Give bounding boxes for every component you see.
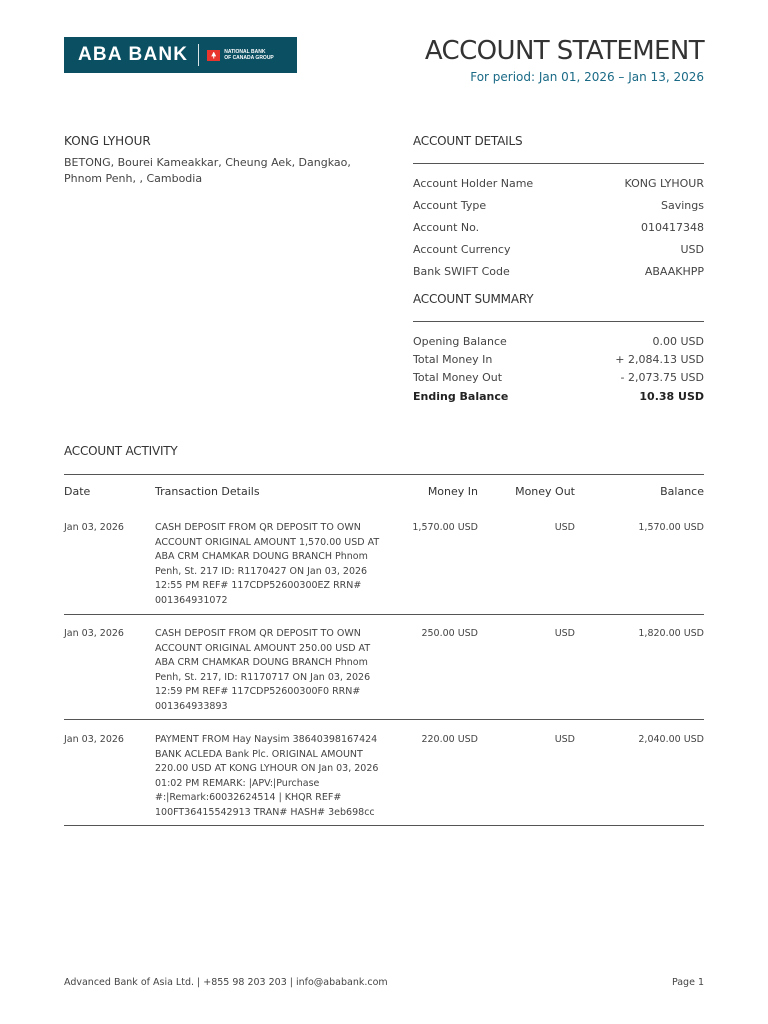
summary-row-ending	[413, 390, 704, 404]
tx-details: CASH DEPOSIT FROM QR DEPOSIT TO OWN ACCOUNT ORIGINAL AMOUNT 250.00 USD AT ABA CRM CHAMKAR DOUNG BRANCH Phnom Penh, St. 217, ID: R1170717 ON Jan 03, 2026 12:59 PM REF# 117CDP52600300F0 RRN# 001364933893	[155, 628, 371, 712]
maple-leaf-icon	[207, 50, 220, 61]
summary-row-money-out	[413, 371, 704, 385]
detail-row-holder-name	[413, 177, 704, 191]
summary-row-opening	[413, 335, 704, 349]
detail-value: KONG LYHOUR	[624, 177, 704, 190]
column-header-date: Date	[64, 485, 91, 498]
page-number: Page 1	[671, 977, 704, 988]
table-header	[64, 485, 704, 499]
tx-date: Jan 03, 2026	[64, 522, 124, 533]
logo-divider	[198, 44, 199, 66]
detail-label: Account Holder Name	[413, 177, 534, 190]
summary-value: + 2,084.13 USD	[615, 353, 704, 366]
detail-label: Bank SWIFT Code	[413, 265, 510, 278]
summary-value: 0.00 USD	[652, 335, 704, 348]
divider	[64, 474, 704, 475]
summary-value: - 2,073.75 USD	[620, 371, 704, 384]
detail-label: Account Type	[413, 199, 487, 212]
tx-balance: 1,820.00 USD	[638, 628, 704, 639]
column-header-balance: Balance	[660, 485, 704, 498]
detail-value: Savings	[661, 199, 704, 212]
detail-value: ABAAKHPP	[644, 265, 704, 278]
row-divider	[64, 825, 704, 826]
detail-value: USD	[680, 243, 704, 256]
divider	[413, 163, 704, 164]
detail-row-account-type	[413, 199, 704, 213]
tx-balance: 2,040.00 USD	[638, 734, 704, 745]
summary-label: Ending Balance	[413, 390, 509, 403]
statement-period: For period: Jan 01, 2026 – Jan 13, 2026	[470, 70, 704, 84]
footer-contact: Advanced Bank of Asia Ltd. | +855 98 203 203 | info@ababank.com	[64, 977, 388, 988]
tx-date: Jan 03, 2026	[64, 628, 124, 639]
summary-row-money-in	[413, 353, 704, 367]
table-row	[64, 627, 704, 717]
account-summary-title: ACCOUNT SUMMARY	[413, 292, 534, 306]
tx-money-in: 1,570.00 USD	[412, 522, 478, 533]
tx-details: CASH DEPOSIT FROM QR DEPOSIT TO OWN ACCOUNT ORIGINAL AMOUNT 1,570.00 USD AT ABA CRM CHAMKAR DOUNG BRANCH Phnom Penh, St. 217 ID: R1170427 ON Jan 03, 2026 12:55 PM REF# 117CDP52600300EZ RRN# 001364931072	[155, 522, 380, 606]
detail-label: Account No.	[413, 221, 480, 234]
row-divider	[64, 719, 704, 720]
divider	[413, 321, 704, 322]
detail-label: Account Currency	[413, 243, 511, 256]
column-header-details: Transaction Details	[155, 485, 260, 498]
row-divider	[64, 614, 704, 615]
detail-row-account-no	[413, 221, 704, 235]
account-activity-title: ACCOUNT ACTIVITY	[64, 444, 178, 458]
tx-money-out: USD	[554, 628, 575, 639]
customer-address: BETONG, Bourei Kameakkar, Cheung Aek, Dangkao, Phnom Penh, , Cambodia	[64, 156, 351, 185]
column-header-money-out: Money Out	[515, 485, 575, 498]
tx-money-in: 250.00 USD	[421, 628, 478, 639]
summary-value: 10.38 USD	[639, 390, 704, 403]
tx-details: PAYMENT FROM Hay Naysim 38640398167424 BANK ACLEDA Bank Plc. ORIGINAL AMOUNT 220.00 USD AT KONG LYHOUR ON Jan 03, 2026 01:02 PM REMARK: |APV:|Purchase #:|Remark:60032624514 | KHQR REF# 100FT36415542913 TRAN# HASH# 3eb698cc	[155, 734, 379, 818]
table-row	[64, 521, 704, 611]
logo-subtitle: NATIONAL BANK OF CANADA GROUP	[224, 49, 274, 61]
detail-row-swift	[413, 265, 704, 279]
detail-row-currency	[413, 243, 704, 257]
summary-label: Total Money Out	[413, 371, 503, 384]
logo-brand-text: ABA BANK	[78, 44, 189, 65]
account-details-title: ACCOUNT DETAILS	[413, 134, 523, 148]
detail-value: 010417348	[641, 221, 704, 234]
tx-date: Jan 03, 2026	[64, 734, 124, 745]
page-title: ACCOUNT STATEMENT	[424, 36, 704, 66]
column-header-money-in: Money In	[427, 485, 478, 498]
tx-money-out: USD	[554, 734, 575, 745]
tx-balance: 1,570.00 USD	[638, 522, 704, 533]
tx-money-out: USD	[554, 522, 575, 533]
tx-money-in: 220.00 USD	[421, 734, 478, 745]
bank-logo	[64, 37, 297, 73]
summary-label: Opening Balance	[413, 335, 507, 348]
table-row	[64, 733, 704, 823]
summary-label: Total Money In	[413, 353, 493, 366]
customer-name: KONG LYHOUR	[64, 134, 151, 148]
